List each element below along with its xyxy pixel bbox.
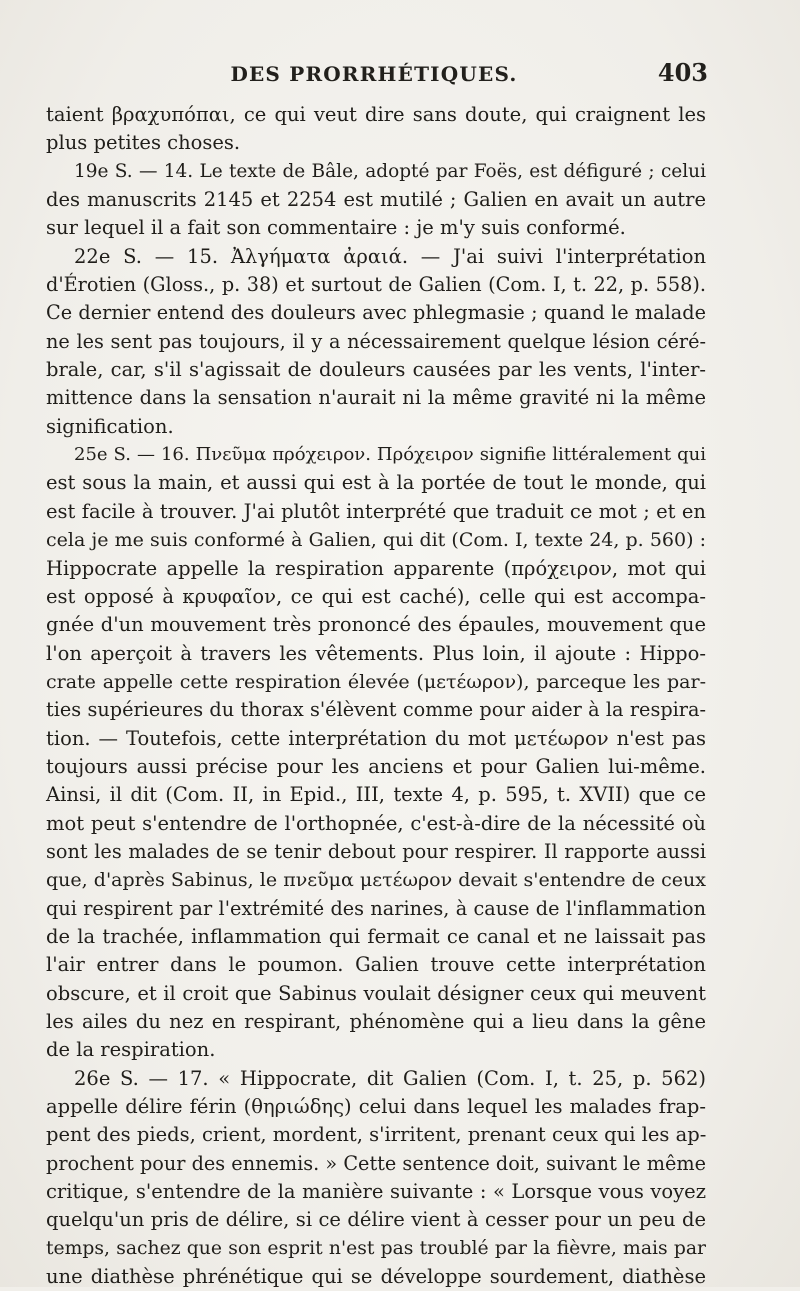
bleed-through-shadow bbox=[60, 1262, 740, 1280]
text-line: plus petites choses. bbox=[46, 131, 241, 155]
text-line: cela je me suis conformé à Galien, qui dit (Com. I, texte 24, p. 560) : bbox=[46, 529, 706, 552]
text-line: Hippocrate appelle la respiration apparente (πρόχειρον, mot qui bbox=[46, 556, 706, 580]
text-line: Ce dernier entend des douleurs avec phlegmasie ; quand le malade bbox=[46, 301, 706, 325]
text-line: mittence dans la sensation n'aurait ni la même gravité ni la même bbox=[46, 386, 706, 410]
text-line: quelqu'un pris de délire, si ce délire vient à cesser pour un peu de bbox=[46, 1208, 706, 1232]
text-line: une diathèse phrénétique qui se développe sourdement, diathèse bbox=[46, 1265, 706, 1289]
text-line: 22e S. — 15. Ἀλγήματα ἀραιά. — J'ai suivi l'interprétation bbox=[74, 244, 706, 268]
page-number: 403 bbox=[657, 58, 708, 87]
body-text bbox=[46, 101, 706, 1291]
text-line: taient βραχυπόπαι, ce qui veut dire sans doute, qui craignent les bbox=[46, 103, 706, 126]
running-head bbox=[40, 58, 708, 92]
text-line: qui respirent par l'extrémité des narines, à cause de l'inflammation bbox=[46, 896, 706, 920]
text-line: signification. bbox=[46, 414, 174, 438]
text-line: critique, s'entendre de la manière suivante : « Lorsque vous voyez bbox=[46, 1180, 706, 1204]
text-line: tion. — Toutefois, cette interprétation du mot μετέωρον n'est pas bbox=[46, 726, 706, 750]
text-line: appelle délire férin (θηριώδης) celui dans lequel les malades frap- bbox=[46, 1095, 706, 1119]
text-line: l'air entrer dans le poumon. Galien trouve cette interprétation bbox=[46, 953, 706, 977]
text-line: Ainsi, il dit (Com. II, in Epid., III, texte 4, p. 595, t. XVII) que ce bbox=[46, 783, 706, 807]
text-line: obscure, et il croit que Sabinus voulait désigner ceux qui meuvent bbox=[46, 981, 706, 1005]
text-line: des manuscrits 2145 et 2254 est mutilé ; Galien en avait un autre bbox=[46, 188, 706, 212]
text-line: d'Érotien (Gloss., p. 38) et surtout de Galien (Com. I, t. 22, p. 558). bbox=[46, 273, 706, 297]
text-line: brale, car, s'il s'agissait de douleurs causées par les vents, l'inter- bbox=[46, 358, 706, 382]
text-line: de la respiration. bbox=[46, 1038, 216, 1062]
text-line: l'on aperçoit à travers les vêtements. Plus loin, il ajoute : Hippo- bbox=[46, 641, 706, 665]
text-line: temps, sachez que son esprit n'est pas troublé par la fièvre, mais par bbox=[46, 1237, 706, 1259]
text-line: 26e S. — 17. « Hippocrate, dit Galien (Com. I, t. 25, p. 562) bbox=[74, 1066, 706, 1090]
text-line: 19e S. — 14. Le texte de Bâle, adopté par Foës, est défiguré ; celui bbox=[74, 160, 706, 182]
text-line: sur lequel il a fait son commentaire : je m'y suis conformé. bbox=[46, 216, 626, 240]
text-line: de la trachée, inflammation qui fermait ce canal et ne laissait pas bbox=[46, 924, 706, 948]
text-line: est sous la main, et aussi qui est à la portée de tout le monde, qui bbox=[46, 471, 706, 495]
text-line: prochent pour des ennemis. » Cette sentence doit, suivant le même bbox=[46, 1151, 706, 1175]
text-line: est opposé à κρυφαῖον, ce qui est caché), celle qui est accompa- bbox=[46, 584, 706, 608]
text-line: ties supérieures du thorax s'élèvent comme pour aider à la respira- bbox=[46, 698, 706, 722]
text-line: 25e S. — 16. Πνεῦμα πρόχειρον. Πρόχειρον signifie littéralement qui bbox=[74, 444, 706, 466]
text-line: crate appelle cette respiration élevée (μετέωρον), parceque les par- bbox=[46, 670, 706, 693]
running-title: DES PRORRHÉTIQUES. bbox=[230, 62, 518, 86]
text-line: pent des pieds, crient, mordent, s'irritent, prenant ceux qui les ap- bbox=[46, 1123, 707, 1147]
text-line: mot peut s'entendre de l'orthopnée, c'est-à-dire de la nécessité où bbox=[46, 811, 706, 835]
text-line: les ailes du nez en respirant, phénomène qui a lieu dans la gêne bbox=[46, 1010, 706, 1033]
text-line: que, d'après Sabinus, le πνεῦμα μετέωρον devait s'entendre de ceux bbox=[46, 869, 706, 892]
text-line: sont les malades de se tenir debout pour respirer. Il rapporte aussi bbox=[46, 839, 706, 863]
text-line: ne les sent pas toujours, il y a nécessairement quelque lésion céré- bbox=[46, 329, 706, 353]
text-line: toujours aussi précise pour les anciens et pour Galien lui-même. bbox=[46, 754, 706, 778]
text-line: est facile à trouver. J'ai plutôt interprété que traduit ce mot ; et en bbox=[46, 499, 706, 523]
text-line: gnée d'un mouvement très prononcé des épaules, mouvement que bbox=[46, 613, 706, 637]
